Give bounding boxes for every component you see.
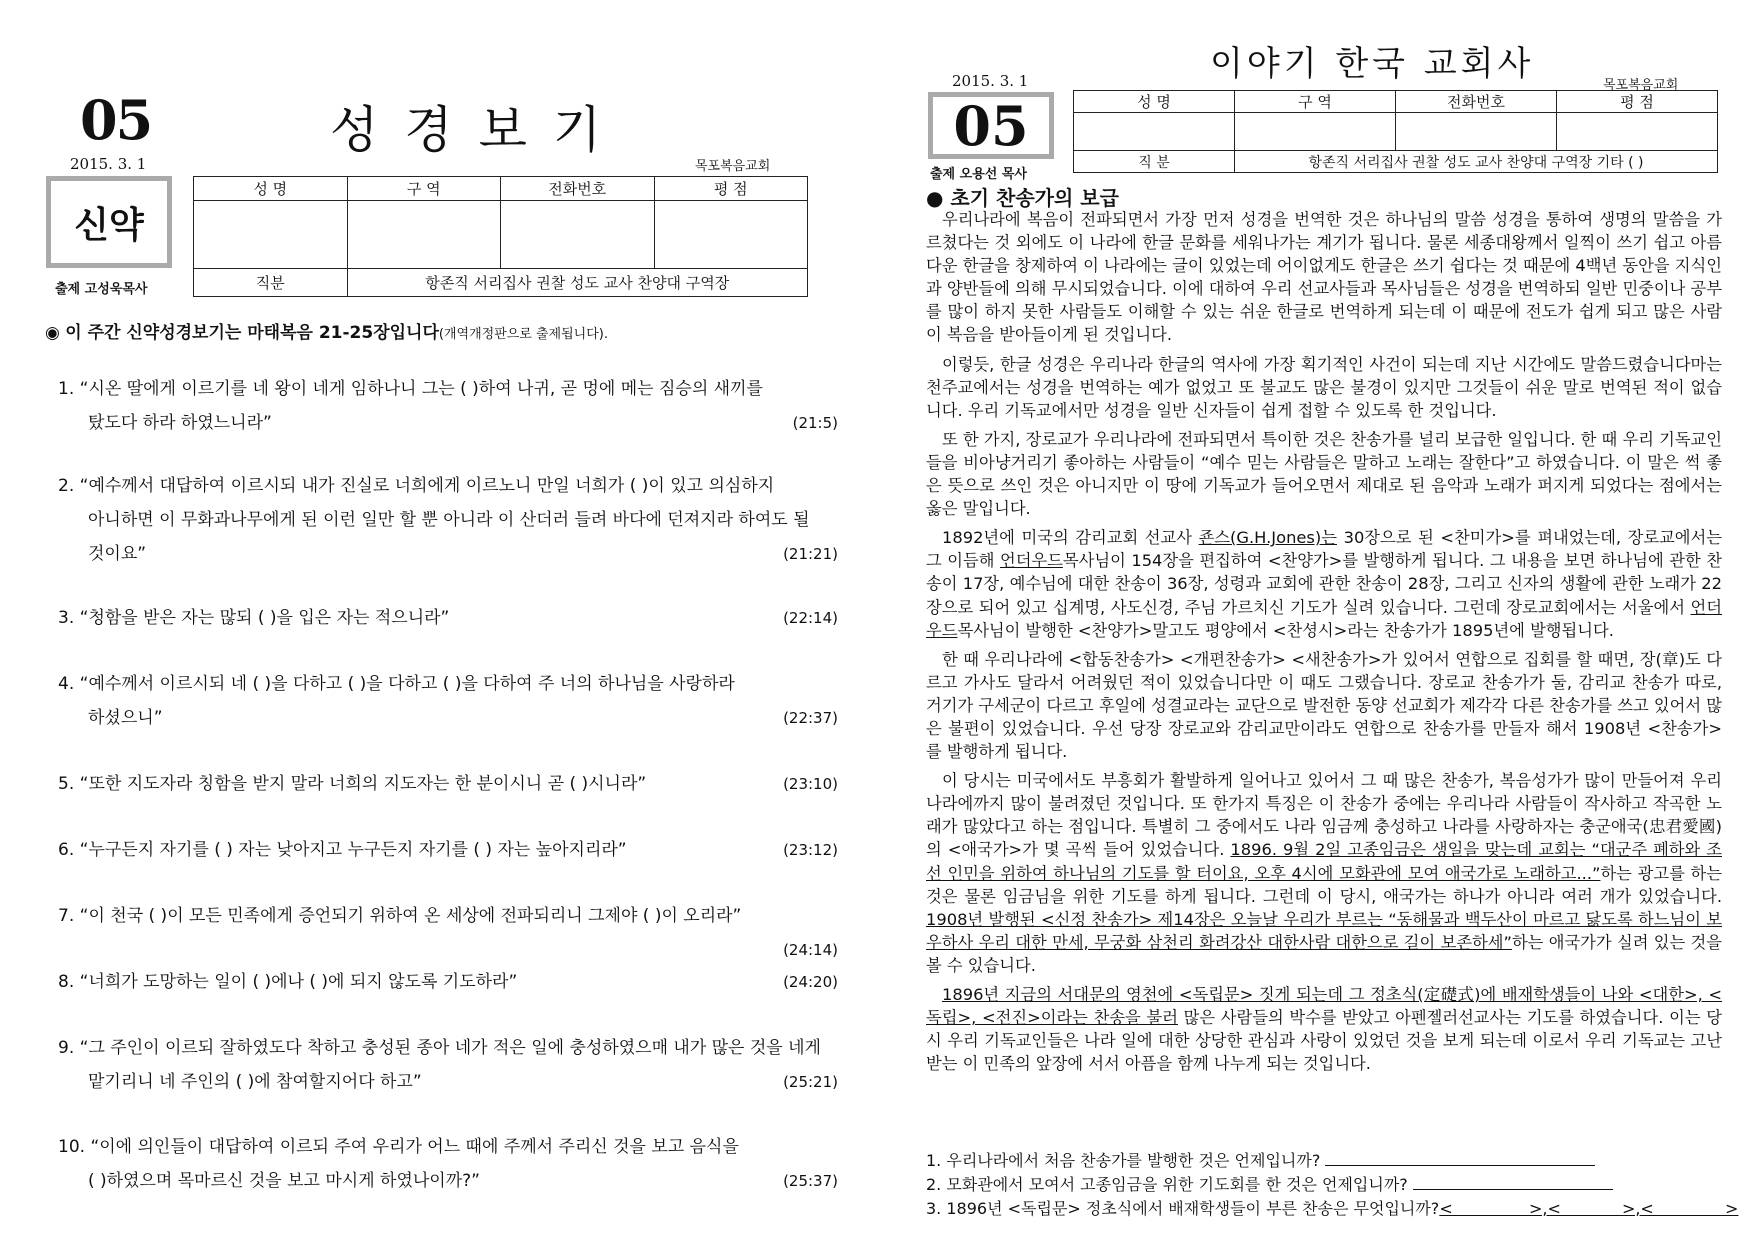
name-field[interactable] [194, 201, 348, 269]
section-bullet: ● [926, 186, 944, 210]
score-table [193, 176, 808, 297]
church-name: 목포복음교회 [1603, 78, 1679, 93]
role-label: 직분 [194, 269, 348, 297]
header-score: 평 점 [1557, 91, 1718, 113]
quiz-question: 2. 모화관에서 모여서 고종임금을 위한 기도회를 한 것은 언제입니까? [926, 1172, 1613, 1195]
name-field[interactable] [1074, 113, 1235, 151]
author-credit: 출제 고성욱목사 [55, 282, 148, 297]
score-field[interactable] [1557, 113, 1718, 151]
phone-field[interactable] [501, 201, 655, 269]
intro-note: (개역개정판으로 출제됩니다). [438, 327, 608, 342]
role-label: 직 분 [1074, 151, 1235, 173]
verse-ref: (21:5) [792, 414, 838, 432]
verse-ref: (23:10) [783, 775, 838, 793]
quiz-question: 1. 우리나라에서 처음 찬송가를 발행한 것은 언제입니까? [926, 1148, 1595, 1171]
paragraph: 또 한 가지, 장로교가 우리나라에 전파되면서 특이한 것은 찬송가를 널리 보급한 일입니다. 한 때 우리 기독교인들을 비아냥거리기 좋아하는 사람들이 “예수 믿는 사람들은 말하고 노래는 잘한다”고 하였습니다. 이 말은 썩 좋은 뜻으로 쓰인 것은 아니지만 이 땅에 기독교가 들어오면서 제대로 된 음악과 노래가 퍼지게 되었다는 점에서는 옳은 말입니다. [926, 429, 1723, 519]
paragraph: 이렇듯, 한글 성경은 우리나라 한글의 역사에 가장 획기적인 사건이 되는데 지난 시간에도 말씀드렸습니다마는 천주교에서는 성경을 번역하는 예가 없었고 또 불교도 많은 불경이 있지만 그것들이 쉬운 말로 번역된 적이 없습니다. 우리 기독교에서만 성경을 일반 신자들이 쉽게 접할 수 있도록 한 것입니다. [926, 354, 1722, 420]
article-body [926, 208, 1722, 1081]
header-district: 구 역 [347, 177, 501, 201]
section-title: 초기 찬송가의 보급 [950, 186, 1119, 210]
header-name: 성 명 [194, 177, 348, 201]
section-heading [926, 182, 1119, 211]
answer-blank[interactable] [1325, 1151, 1595, 1166]
issue-number: 05 [928, 92, 1054, 159]
header-district: 구 역 [1235, 91, 1396, 113]
header-phone: 전화번호 [1396, 91, 1557, 113]
header-name: 성 명 [1074, 91, 1235, 113]
paragraph: 한 때 우리나라에 <합동찬송가> <개편찬송가> <새찬송가>가 있어서 연합으로 집회를 할 때면, 장(章)도 다르고 가사도 달라서 어려웠던 적이 있었습니다만 이 때도 그랬습니다. 장로교 찬송가가 둘, 감리교 찬송가 따로, 거기가 구세군이 다르고 후일에 성결교라는 교단으로 발전한 동양 선교회가 제각각 다른 찬송가를 쓰고 있어서 많은 불편이 있었습니다. 우선 당장 장로교와 감리교만이라도 연합으로 찬송가를 만들자 해서 1908년 <찬송가>를 발행하게 됩니다. [926, 649, 1722, 762]
question-item: 6. “누구든지 자기를 ( ) 자는 낮아지고 누구든지 자기를 ( ) 자는 높아지리라” (23:12) [58, 833, 838, 867]
testament-logo: 신약 [46, 176, 172, 268]
question-item: 8. “너희가 도망하는 일이 ( )에나 ( )에 되지 않도록 기도하라” (24:20) [58, 965, 838, 999]
verse-ref: (24:20) [783, 973, 838, 991]
question-item: 2. “예수께서 대답하여 이르시되 내가 진실로 너희에게 이르노니 만일 너희가 ( )이 있고 의심하지 아니하면 이 무화과나무에게 된 이런 일만 할 뿐 아니라 이 산더러 들려 바다에 던져지라 하여도 될 것이요” (21:21) [58, 469, 838, 571]
quiz-question: 3. 1896년 <독립문> 정초식에서 배재학생들이 부른 찬송은 무엇입니까?< >,< >,< > [926, 1199, 1739, 1218]
district-field[interactable] [1235, 113, 1396, 151]
author-credit: 출제 오용선 목사 [930, 167, 1027, 182]
verse-ref: (22:14) [783, 609, 838, 627]
role-options[interactable]: 항존직 서리집사 권찰 성도 교사 찬양대 구역장 [347, 269, 808, 297]
paragraph: 1896년 지금의 서대문의 영천에 <독립문> 짓게 되는데 그 정초식(定礎式)에 배재학생들이 나와 <대한>, <독립>, <전진>이라는 찬송을 불러 많은 사람들의 박수를 받았고 아펜젤러선교사는 기도를 하였습니다. 이는 당시 우리 기독교인들은 나라 일에 대한 상당한 관심과 사랑이 있었던 것을 보게 되는데 이로서 우리 기독교는 고난받는 이 민족의 앞장에 서서 아픔을 함께 나누게 되는 것입니다. [926, 985, 1722, 1074]
issue-date: 2015. 3. 1 [70, 155, 147, 173]
verse-ref: (23:12) [783, 841, 838, 859]
question-item: 10. “이에 의인들이 대답하여 이르되 주여 우리가 어느 때에 주께서 주리신 것을 보고 음식을 ( )하였으며 목마르신 것을 보고 마시게 하였나이까?” (25:37) [58, 1130, 838, 1198]
question-item: 1. “시온 딸에게 이르기를 네 왕이 네게 임하나니 그는 ( )하여 나귀, 곧 멍에 메는 짐승의 새끼를 탔도다 하라 하였느니라” (21:5) [58, 372, 838, 440]
church-name: 목포복음교회 [695, 159, 771, 174]
verse-ref: (25:21) [783, 1073, 838, 1091]
question-item: 7. “이 천국 ( )이 모든 민족에게 증언되기 위하여 온 세상에 전파되리니 그제야 ( )이 오리라” (24:14) [58, 899, 838, 967]
intro-text: 이 주간 신약성경보기는 마태복음 21-25장입니다 [65, 323, 439, 343]
verse-ref: (22:37) [783, 709, 838, 727]
question-item: 4. “예수께서 이르시되 네 ( )을 다하고 ( )을 다하고 ( )을 다하여 주 너의 하나님을 사랑하라 하셨으니” (22:37) [58, 667, 838, 735]
paragraph: 이 당시는 미국에서도 부흥회가 활발하게 일어나고 있어서 그 때 많은 찬송가, 복음성가가 많이 만들어져 우리나라에까지 많이 불려졌던 것입니다. 또 한가지 특징은 이 찬송가 중에는 우리나라 사람들이 작사하고 작곡한 노래가 많았다고 하는 점입니다. 특별히 그 중에서도 나라 임금께 충성하고 나라를 사랑하자는 충군애국(忠君愛國)의 <애국가>가 몇 곡씩 들어 있었습니다. 1896. 9월 2일 고종임금은 생일을 맞는데 교회는 “대군주 폐하와 조선 인민을 위하여 하나님의 기도를 할 터이요, 오후 4시에 모화관에 모여 애국가로 노래하고...”하는 광고를 하는 것은 물론 임금님을 위한 기도를 하게 됩니다. 그런데 이 당시, 애국가는 하나가 아니라 여러 개가 있었습니다. 1908년 발행된 <신정 찬송가> 제14장은 오늘날 우리가 부르는 “동해물과 백두산이 마르고 닳도록 하느님이 보우하사 우리 대한 만세, 무궁화 삼천리 화려강산 대한사람 대한으로 길이 보존하세”하는 애국가가 실려 있는 것을 볼 수 있습니다. [926, 771, 1722, 975]
issue-date: 2015. 3. 1 [952, 72, 1029, 90]
issue-number: 05 [80, 88, 152, 152]
intro-line [45, 318, 608, 343]
answer-blanks[interactable]: < >,< >,< > [1439, 1199, 1739, 1218]
page-title: 성경보기 [330, 101, 628, 159]
district-field[interactable] [347, 201, 501, 269]
header-score: 평 점 [654, 177, 808, 201]
score-table [1073, 90, 1718, 173]
answer-blank[interactable] [1413, 1175, 1613, 1190]
page-title: 이야기 한국 교회사 [1210, 44, 1535, 84]
verse-ref: (25:37) [783, 1172, 838, 1190]
question-item: 5. “또한 지도자라 칭함을 받지 말라 너희의 지도자는 한 분이시니 곧 ( )시니라” (23:10) [58, 767, 838, 801]
paragraph: 1892년에 미국의 감리교회 선교사 죤스(G.H.Jones)는 30장으로 된 <찬미가>를 펴내었는데, 장로교에서는 그 이듬해 언더우드목사님이 154장을 편집하여 <찬양가>를 발행하게 됩니다. 그 내용을 보면 하나님에 관한 찬송이 17장, 예수님에 대한 찬송이 36장, 성령과 교회에 관한 찬송이 28장, 그리고 신자의 생활에 관한 노래가 22장으로 되어 있고 십계명, 사도신경, 주님 가르치신 기도가 실려 있습니다. 그런데 장로교회에서는 서울에서 언더우드목사님이 발행한 <찬양가>말고도 평양에서 <찬셩시>라는 찬송가가 1895년에 발행됩니다. [926, 528, 1722, 640]
question-item: 3. “청함을 받은 자는 많되 ( )을 입은 자는 적으니라” (22:14) [58, 601, 838, 635]
verse-ref: (24:14) [783, 941, 838, 959]
intro-bullet: ◉ [45, 323, 60, 343]
paragraph: 우리나라에 복음이 전파되면서 가장 먼저 성경을 번역한 것은 하나님의 말씀 성경을 통하여 생명의 말씀을 가르쳤다는 것 외에도 이 나라에 한글 문화를 세워나가는 계기가 됩니다. 물론 세종대왕께서 일찍이 쓰기 쉽고 아름다운 한글을 창제하여 이 나라에는 글이 있었는데 어이없게도 한글은 쓰기 쉽다는 것 때문에 4백년 동안을 지식인과 양반들에 의해 무시되었습니다. 이에 대하여 우리 선교사들과 목사님들은 성경을 번역하되 일반 민중이나 공부를 많이 하지 못한 사람들도 이해할 수 있는 쉬운 한글로 번역하게 되는데 이 때문에 전도가 쉽게 되고 많은 사람이 복음을 받아들이게 된 것입니다. [926, 210, 1722, 345]
verse-ref: (21:21) [783, 545, 838, 563]
phone-field[interactable] [1396, 113, 1557, 151]
question-item: 9. “그 주인이 이르되 잘하였도다 착하고 충성된 종아 네가 적은 일에 충성하였으매 내가 많은 것을 네게 맡기리니 네 주인의 ( )에 참여할지어다 하고” (25:21) [58, 1031, 838, 1099]
header-phone: 전화번호 [501, 177, 655, 201]
role-options[interactable]: 항존직 서리집사 권찰 성도 교사 찬양대 구역장 기타 ( ) [1235, 151, 1718, 173]
score-field[interactable] [654, 201, 808, 269]
